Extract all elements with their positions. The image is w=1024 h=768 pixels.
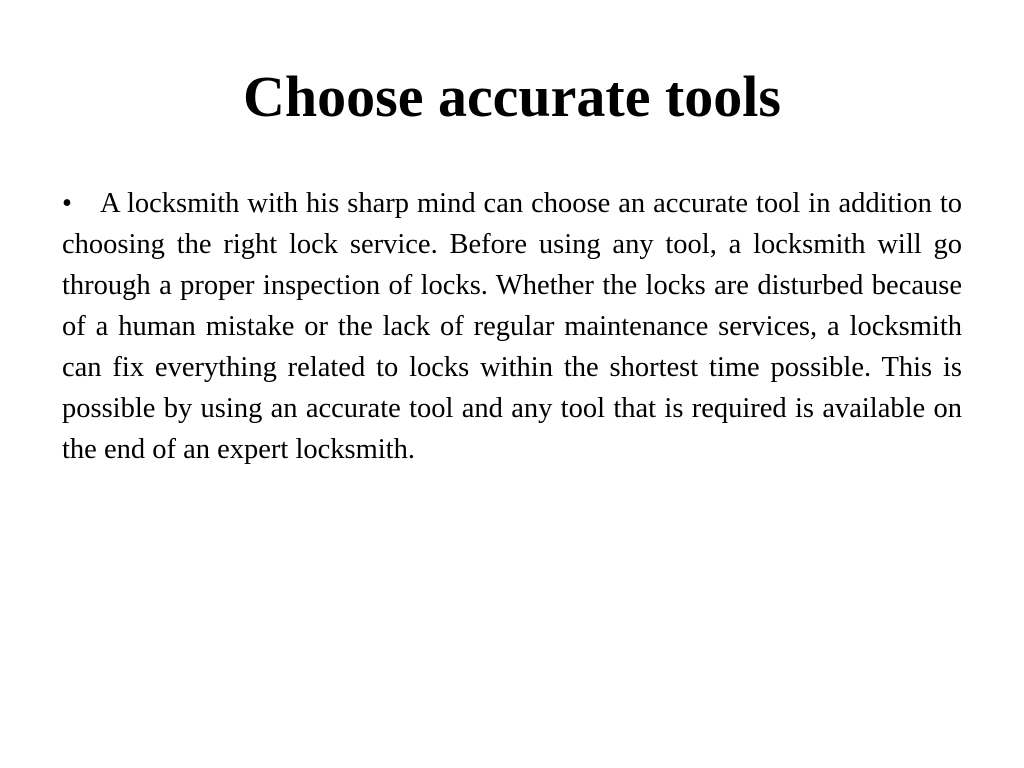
bullet-list xyxy=(62,183,962,470)
bullet-item xyxy=(62,183,962,470)
slide-title: Choose accurate tools xyxy=(242,64,781,129)
bullet-text: A locksmith with his sharp mind can choose an accurate tool in addition to choosing the right lock service. Before using any tool, a locksmith will go through a proper inspection of locks. Whether the locks are disturbed because of a human mistake or the lack of regular maintenance services, a locksmith can fix everything related to locks within the shortest time possible. This is possible by using an accurate tool and any tool that is required is available on the end of an expert locksmith. xyxy=(62,188,962,465)
bullet-marker: • xyxy=(62,188,72,219)
